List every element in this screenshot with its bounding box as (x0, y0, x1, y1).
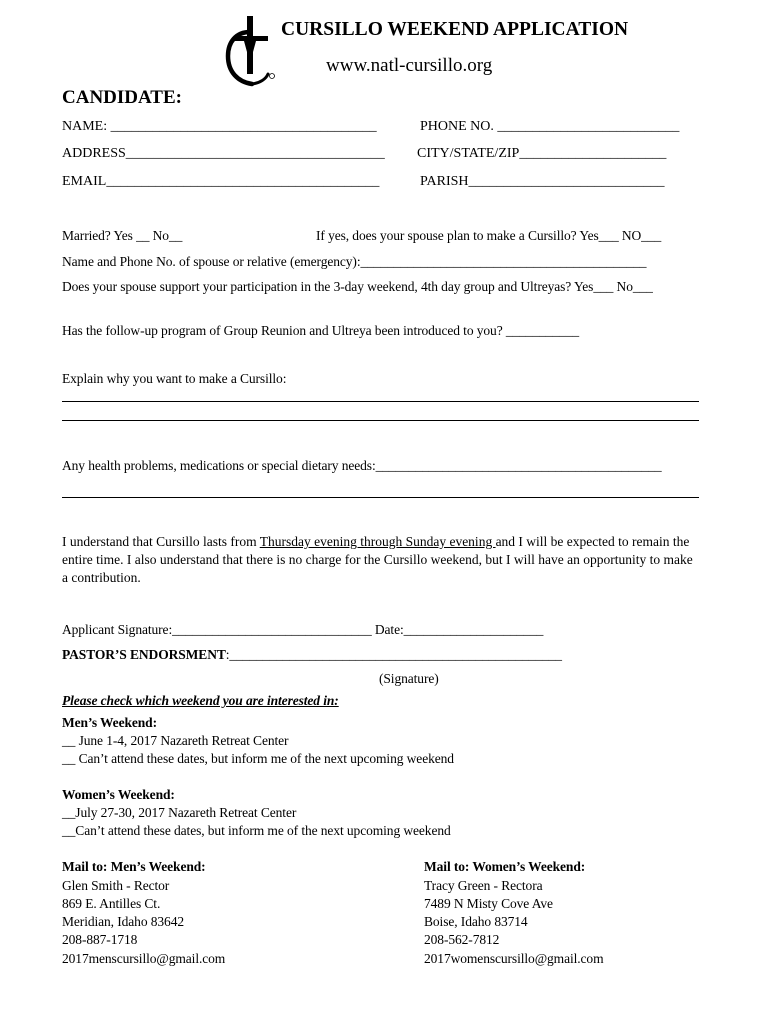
mens-mail-rector: Glen Smith - Rector (62, 878, 170, 893)
address-field[interactable]: ADDRESS_____________________________________ (62, 146, 385, 161)
womens-weekend-option-date[interactable]: __July 27-30, 2017 Nazareth Retreat Center (62, 805, 297, 820)
candidate-heading: CANDIDATE: (62, 87, 182, 108)
mens-weekend-option-later[interactable]: __ Can’t attend these dates, but inform me of the next upcoming weekend (62, 751, 454, 766)
agreement-paragraph (62, 533, 702, 587)
womens-weekend-option-later[interactable]: __Can’t attend these dates, but inform me of the next upcoming weekend (62, 823, 451, 838)
health-question[interactable]: Any health problems, medications or special dietary needs:___________________________________________ (62, 458, 662, 473)
agreement-text-1: I understand that Cursillo lasts from (62, 534, 260, 549)
cursillo-cross-logo-icon (222, 14, 278, 90)
explain-answer-line-2[interactable] (62, 420, 699, 421)
mens-mail-heading: Mail to: Men’s Weekend: (62, 859, 206, 874)
form-title: CURSILLO WEEKEND APPLICATION (281, 19, 629, 40)
pastor-endorsement-field[interactable] (62, 646, 562, 663)
womens-weekend-heading: Women’s Weekend: (62, 787, 175, 802)
mens-mail-phone: 208-887-1718 (62, 932, 138, 947)
agreement-text-2: and I will be expected to remain the entire time. I also understand that there is no charge for the Cursillo weekend, but I will have an opportunity to make a contribution. (62, 534, 693, 585)
explain-question: Explain why you want to make a Cursillo: (62, 371, 287, 386)
emergency-contact-field[interactable]: Name and Phone No. of spouse or relative (emergency):___________________________________________ (62, 254, 647, 269)
signature-caption: (Signature) (379, 671, 439, 686)
spouse-plan-question[interactable]: If yes, does your spouse plan to make a Cursillo? Yes___ NO___ (316, 228, 662, 243)
womens-mail-rectora: Tracy Green - Rectora (424, 878, 543, 893)
parish-field[interactable]: PARISH____________________________ (420, 174, 665, 189)
womens-mail-city: Boise, Idaho 83714 (424, 914, 528, 929)
pastor-endorsement-line[interactable]: :__________________________________________________ (225, 647, 562, 662)
spouse-support-question[interactable]: Does your spouse support your participation in the 3-day weekend, 4th day group and Ultreyas? Yes___ No___ (62, 279, 653, 294)
mens-weekend-option-date[interactable]: __ June 1-4, 2017 Nazareth Retreat Center (62, 733, 289, 748)
city-state-zip-field[interactable]: CITY/STATE/ZIP_____________________ (417, 146, 667, 161)
explain-answer-line-1[interactable] (62, 401, 699, 402)
phone-field[interactable]: PHONE NO. __________________________ (420, 119, 680, 134)
mens-mail-street: 869 E. Antilles Ct. (62, 896, 161, 911)
womens-mail-heading: Mail to: Women’s Weekend: (424, 859, 586, 874)
applicant-signature-field[interactable]: Applicant Signature:______________________________ Date:_____________________ (62, 622, 544, 637)
womens-mail-street: 7489 N Misty Cove Ave (424, 896, 553, 911)
pastor-endorsement-label: PASTOR’S ENDORSMENT (62, 647, 226, 662)
womens-mail-email[interactable]: 2017womenscursillo@gmail.com (424, 951, 604, 966)
womens-mail-phone: 208-562-7812 (424, 932, 500, 947)
name-field[interactable]: NAME: ______________________________________ (62, 119, 377, 134)
agreement-underlined-text: Thursday evening through Sunday evening (259, 534, 496, 549)
mens-mail-city: Meridian, Idaho 83642 (62, 914, 184, 929)
weekend-prompt: Please check which weekend you are interested in: (62, 693, 339, 708)
health-answer-line[interactable] (62, 497, 699, 498)
followup-question[interactable]: Has the follow-up program of Group Reunion and Ultreya been introduced to you? ___________ (62, 323, 580, 338)
website-url[interactable]: www.natl-cursillo.org (326, 55, 493, 76)
married-question[interactable]: Married? Yes __ No__ (62, 228, 183, 243)
mens-weekend-heading: Men’s Weekend: (62, 715, 157, 730)
email-field[interactable]: EMAIL_______________________________________ (62, 174, 380, 189)
mens-mail-email[interactable]: 2017menscursillo@gmail.com (62, 951, 226, 966)
